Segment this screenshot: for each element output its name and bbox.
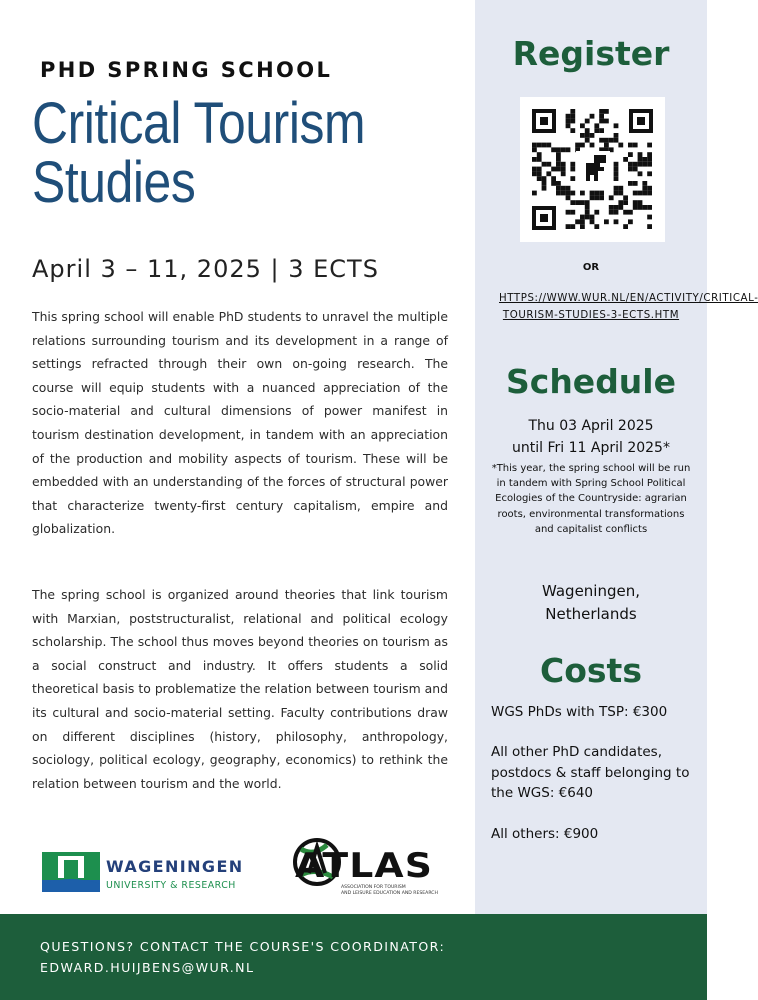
contact-prompt: QUESTIONS? CONTACT THE COURSE'S COORDINATOR: <box>40 939 446 954</box>
atlas-subtitle-2: AND LEISURE EDUCATION AND RESEARCH <box>341 891 438 896</box>
eyebrow-heading: PHD SPRING SCHOOL <box>40 58 333 82</box>
description-paragraph-1: This spring school will enable PhD students to unravel the multiple relations surrounding tourism and its development in a range of settings refracted through their own on-going research. The course will equip students with a nuanced appreciation of the socio-material and cultural dimensions of power manifest in tourism destination development, in tandem with an appreciation of the production and mobility aspects of tourism. These will be embedded with an understanding of the forces of structural power that characterize twenty-first century capitalism, empire and globalization. <box>32 309 448 537</box>
schedule-dates <box>475 415 707 459</box>
wur-subtitle: UNIVERSITY & RESEARCH <box>106 880 236 891</box>
atlas-name: ATLAS <box>295 846 433 886</box>
location <box>475 580 707 626</box>
wageningen-logo <box>42 850 257 896</box>
atlas-subtitle-1: ASSOCIATION FOR TOURISM <box>341 885 406 890</box>
description-paragraph-2: The spring school is organized around theories that link tourism with Marxian, poststructuralist, relational and political ecology scholarship. The school thus moves beyond theories on tourism as a social construct and industry. It offers students a solid theoretical basis to problematize the relation between tourism and its cultural and socio-material setting. Faculty contributions draw on different disciplines (history, philosophy, anthropology, sociology, political ecology, geography, economics) to rethink the relation between tourism and the world. <box>32 587 448 791</box>
atlas-logo <box>293 837 438 897</box>
wur-name: WAGENINGEN <box>106 857 244 876</box>
registration-link[interactable]: HTTPS://WWW.WUR.NL/EN/ACTIVITY/CRITICAL-TOURISM-STUDIES-3-ECTS.HTM <box>499 293 758 321</box>
costs-heading: Costs <box>540 651 642 690</box>
course-dates: April 3 – 11, 2025 | 3 ECTS <box>32 255 379 283</box>
schedule-note: *This year, the spring school will be run in tandem with Spring School Political Ecologies of the Countryside: agrarian roots, environmental transformations and capitalist conflicts <box>491 463 691 535</box>
location-text: Wageningen, Netherlands <box>541 582 641 623</box>
page-title: Critical Tourism Studies <box>32 91 366 215</box>
sidebar <box>475 0 758 914</box>
schedule-heading: Schedule <box>505 362 676 401</box>
or-separator: OR <box>582 262 600 273</box>
contact-email[interactable]: EDWARD.HUIJBENS@WUR.NL <box>40 960 255 975</box>
schedule-end: until Fri 11 April 2025* <box>512 440 670 456</box>
cost-item: WGS PhDs with TSP: €300 <box>491 704 668 720</box>
cost-item: All other PhD candidates, postdocs & staff belonging to the WGS: €640 <box>491 744 690 801</box>
cost-item: All others: €900 <box>491 826 599 842</box>
schedule-start: Thu 03 April 2025 <box>528 418 654 434</box>
contact-footer <box>0 914 707 1000</box>
wur-emblem-icon <box>42 852 100 892</box>
qr-code-icon[interactable] <box>520 97 665 242</box>
register-heading: Register <box>512 34 670 73</box>
